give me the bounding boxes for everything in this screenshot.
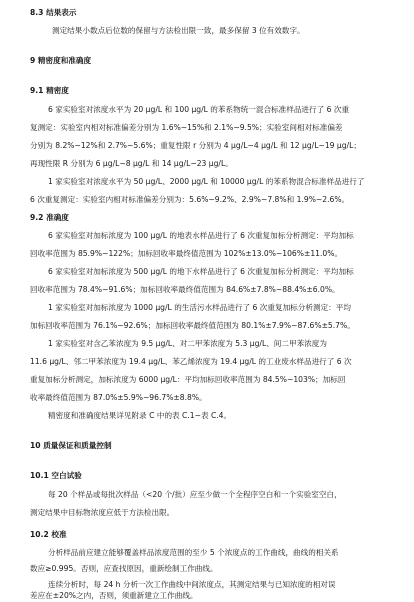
section-10-2-heading: 10.2 校准: [30, 530, 67, 539]
accuracy-para1-line1: 6 家实验室对加标浓度为 100 μg/L 的地表水样品进行了 6 次重复加标分析测定：平均加标: [48, 231, 354, 240]
section-9-2-heading: 9.2 准确度: [30, 213, 69, 222]
calibration-para2-line1: 连续分析时，每 24 h 分析一次工作曲线中间浓度点，其测定结果与已知浓度的相对误: [48, 580, 336, 589]
accuracy-para4-line4: 收率最终值范围为 87.0%±5.9%~96.7%±8.8%。: [30, 393, 207, 402]
accuracy-para2-line2: 回收率范围为 78.4%~91.6%；加标回收率最终值范围为 84.6%±7.8%~88.4%±6.0%。: [30, 285, 340, 294]
section-9-heading: 9 精密度和准确度: [30, 56, 92, 65]
paragraph-result-digits: 测定结果小数点后位数的保留与方法检出限一致，最多保留 3 位有效数字。: [52, 26, 305, 35]
calibration-para1-line1: 分析样品前应建立能够覆盖样品浓度范围的至少 5 个浓度点的工作曲线，曲线的相关系: [48, 548, 339, 557]
appendix-reference: 精密度和准确度结果详见附录 C 中的表 C.1~表 C.4。: [48, 411, 232, 420]
blank-test-line1: 每 20 个样品或每批次样品（<20 个/批）应至少做一个全程序空白和一个实验室空白，: [48, 490, 342, 499]
precision-para1-line1: 6 家实验室对浓度水平为 20 μg/L 和 100 μg/L 的苯系物统一混合标准样品进行了 6 次重: [48, 105, 350, 114]
precision-para2-line1: 1 家实验室对浓度水平为 50 μg/L、2000 μg/L 和 10000 μg/L 的苯系物混合标准样品进行了: [48, 177, 365, 186]
accuracy-para4-line2: 11.6 μg/L、邻二甲苯浓度为 19.4 μg/L、苯乙烯浓度为 19.4 μg/L 的工业废水样品进行了 6 次: [30, 357, 352, 366]
precision-para1-line2: 复测定：实验室内相对标准偏差分别为 1.6%~15%和 2.1%~9.5%；实验室间相对标准偏差: [30, 123, 343, 132]
accuracy-para1-line2: 回收率范围为 85.9%~122%；加标回收率最终值范围为 102%±13.0%~106%±11.0%。: [30, 249, 343, 258]
accuracy-para2-line1: 6 家实验室对加标浓度为 500 μg/L 的地下水样品进行了 6 次重复加标分析测定：平均加标: [48, 267, 354, 276]
accuracy-para4-line1: 1 家实验室对含乙苯浓度为 9.5 μg/L、对二甲苯浓度为 5.3 μg/L、间二甲苯浓度为: [48, 339, 327, 348]
blank-test-line2: 测定结果中目标物浓度应低于方法检出限。: [30, 508, 175, 517]
section-10-heading: 10 质量保证和质量控制: [30, 441, 112, 450]
precision-para1-line4: 再现性限 R 分别为 6 μg/L~8 μg/L 和 14 μg/L~23 μg/L。: [30, 159, 233, 168]
accuracy-para3-line1: 1 家实验室对加标浓度为 1000 μg/L 的生活污水样品进行了 6 次重复加标分析测定：平均: [48, 303, 351, 312]
accuracy-para3-line2: 加标回收率范围为 76.1%~92.6%；加标回收率最终值范围为 80.1%±7.9%~87.6%±5.7%。: [30, 321, 355, 330]
precision-para1-line3: 分别为 8.2%~12%和 2.7%~5.6%；重复性限 r 分别为 4 μg/L~4 μg/L 和 12 μg/L~19 μg/L；: [30, 141, 361, 150]
calibration-para1-line2: 数应≥0.995。否则，应查找原因，重新绘制工作曲线。: [30, 564, 218, 573]
calibration-para2-line2: 差应在±20%之内，否则，须重新建立工作曲线。: [30, 591, 198, 600]
accuracy-para4-line3: 重复加标分析测定，加标浓度为 6000 μg/L：平均加标回收率范围为 84.5%~103%；加标回: [30, 375, 346, 384]
section-9-1-heading: 9.1 精密度: [30, 86, 69, 95]
section-8-3-heading: 8.3 结果表示: [30, 8, 77, 17]
section-10-1-heading: 10.1 空白试验: [30, 471, 82, 480]
precision-para2-line2: 6 次重复测定：实验室内相对标准偏差分别为：5.6%~9.2%、2.9%~7.8%和 1.9%~2.6%。: [30, 195, 350, 204]
